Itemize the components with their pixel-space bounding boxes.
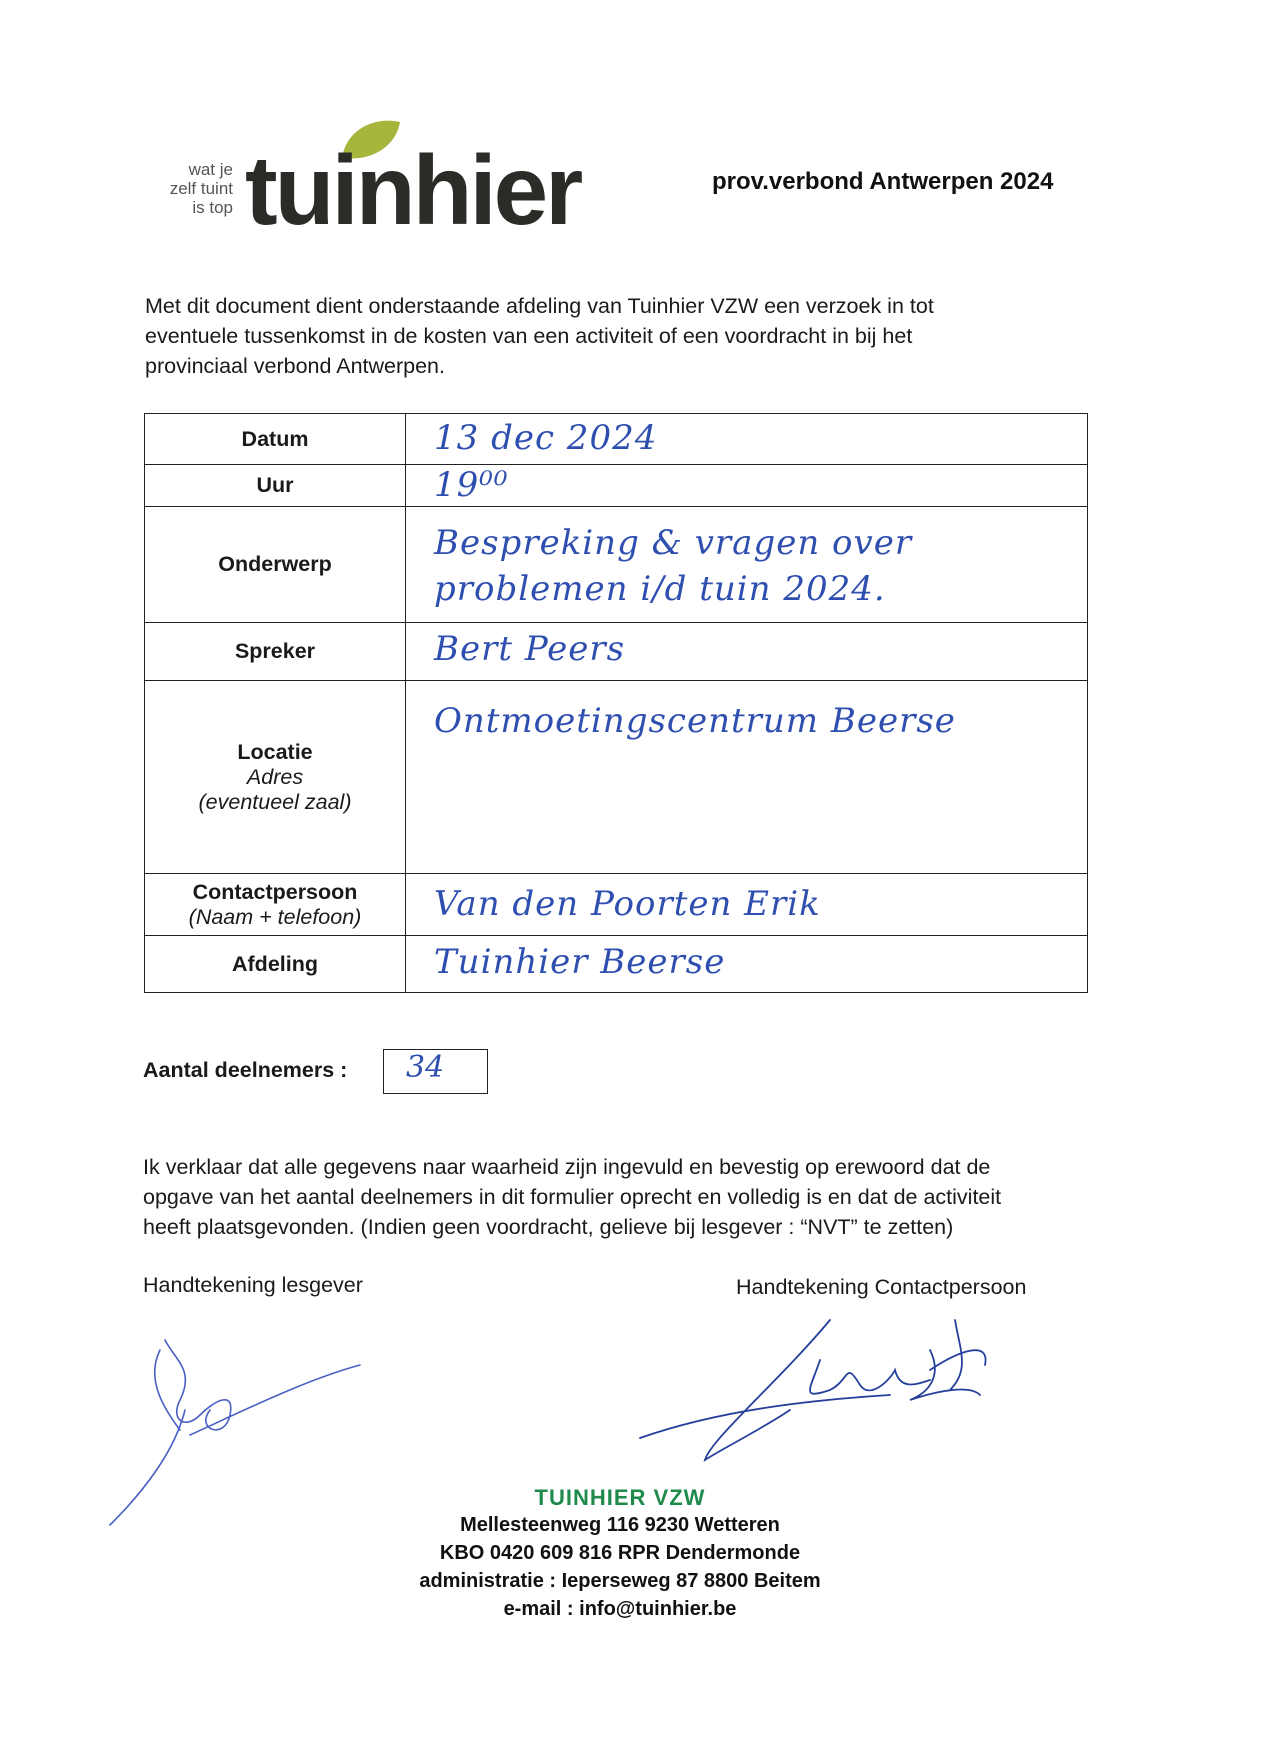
row-datum: [145, 414, 1088, 465]
spreker-field[interactable]: [406, 623, 1088, 681]
footer-admin-address: administratie : Ieperseweg 87 8800 Beitem: [419, 1570, 821, 1592]
footer-kbo: KBO 0420 609 816 RPR Dendermonde: [439, 1542, 801, 1564]
locatie-field[interactable]: [406, 681, 1088, 874]
footer-address: Mellesteenweg 116 9230 Wetteren: [460, 1514, 780, 1536]
locatie-value: Ontmoetingscentrum Beerse: [434, 701, 956, 741]
datum-value: 13 dec 2024: [434, 418, 658, 458]
row-contactpersoon: [145, 874, 1088, 936]
contact-label-cell: [145, 874, 406, 936]
afdeling-field[interactable]: [406, 936, 1088, 993]
contact-sub: (Naam + telefoon): [188, 904, 362, 929]
page-title: prov.verbond Antwerpen 2024: [712, 168, 1054, 195]
signature-lesgever: [105, 1320, 365, 1540]
row-spreker: [145, 623, 1088, 681]
locatie-sub-zaal: (eventueel zaal): [198, 789, 352, 814]
locatie-label-cell: [145, 681, 406, 874]
onderwerp-label: Onderwerp: [145, 507, 406, 623]
intro-paragraph: Met dit document dient onderstaande afdeling van Tuinhier VZW een verzoek in tot eventuele tussenkomst in de kosten van een activiteit of een voordracht in bij het provinciaal verbond Antwerpen.: [145, 294, 934, 378]
tuinhier-logo: [155, 118, 581, 245]
locatie-sub-adres: Adres: [246, 764, 304, 789]
participants-field[interactable]: [383, 1049, 488, 1094]
logo-wordmark: tuinhier: [245, 135, 581, 245]
locatie-label: Locatie: [237, 739, 313, 764]
signature-contactpersoon: [630, 1290, 1030, 1470]
contact-field[interactable]: [406, 874, 1088, 936]
footer-address-block: [340, 1485, 900, 1623]
logo-slogan: wat je zelf tuint is top: [169, 160, 233, 217]
contact-value: Van den Poorten Erik: [434, 884, 821, 924]
datum-field[interactable]: [406, 414, 1088, 465]
row-uur: [145, 465, 1088, 507]
footer-email[interactable]: e-mail : info@tuinhier.be: [503, 1598, 737, 1620]
row-locatie: [145, 681, 1088, 874]
signature-lesgever-label: Handtekening lesgever: [143, 1273, 363, 1297]
footer-org-name: TUINHIER VZW: [534, 1485, 706, 1510]
afdeling-label: Afdeling: [145, 936, 406, 993]
uur-label: Uur: [145, 465, 406, 507]
row-afdeling: [145, 936, 1088, 993]
uur-value: 19⁰⁰: [434, 465, 509, 505]
onderwerp-field[interactable]: [406, 507, 1088, 623]
participants-value: 34: [406, 1050, 445, 1085]
request-form-table: [144, 413, 1088, 993]
contact-label: Contactpersoon: [192, 879, 358, 904]
afdeling-value: Tuinhier Beerse: [434, 942, 726, 982]
onderwerp-value-line-2: problemen i/d tuin 2024.: [434, 569, 886, 609]
spreker-value: Bert Peers: [434, 629, 626, 669]
declaration-paragraph: Ik verklaar dat alle gegevens naar waarheid zijn ingevuld en bevestig op erewoord dat de opgave van het aantal deelnemers in dit formulier oprecht en volledig is en dat de activiteit heeft plaatsgevonden. (Indien geen voordracht, gelieve bij lesgever : “NVT” te zetten): [143, 1155, 1002, 1239]
row-onderwerp: [145, 507, 1088, 623]
onderwerp-value-line-1: Bespreking & vragen over: [434, 523, 913, 563]
datum-label: Datum: [145, 414, 406, 465]
spreker-label: Spreker: [145, 623, 406, 681]
uur-field[interactable]: [406, 465, 1088, 507]
signature-contact-label: Handtekening Contactpersoon: [736, 1275, 1027, 1299]
participants-label: Aantal deelnemers :: [143, 1058, 348, 1082]
